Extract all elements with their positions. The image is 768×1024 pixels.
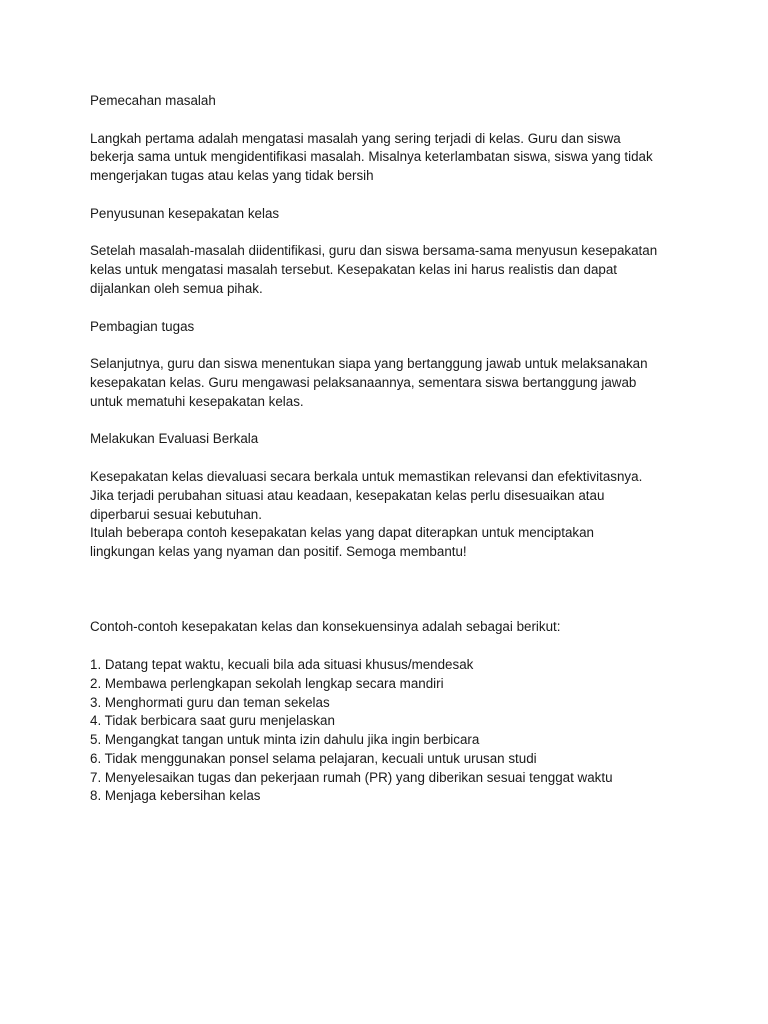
paragraph-spacer: [90, 186, 690, 205]
paragraph-line: kesepakatan kelas. Guru mengawasi pelaksanaannya, sementara siswa bertanggung jawab: [90, 374, 637, 390]
paragraph-line: Selanjutnya, guru dan siswa menentukan siapa yang bertanggung jawab untuk melaksanakan: [90, 356, 648, 372]
list-item: 6. Tidak menggunakan ponsel selama pelajaran, kecuali untuk urusan studi: [90, 750, 537, 766]
list-item: 2. Membawa perlengkapan sekolah lengkap secara mandiri: [90, 675, 444, 691]
section-paragraph-pembagian-tugas: [90, 355, 690, 411]
paragraph-spacer: [90, 224, 690, 243]
section-paragraph-penyusunan-kesepakatan: [90, 242, 690, 298]
paragraph-line: Itulah beberapa contoh kesepakatan kelas yang dapat diterapkan untuk menciptakan: [90, 525, 594, 541]
paragraph-spacer: [90, 637, 690, 656]
paragraph-line: kelas untuk mengatasi masalah tersebut. Kesepakatan kelas ini harus realistis dan dapat: [90, 262, 618, 278]
paragraph-line: lingkungan kelas yang nyaman dan positif. Semoga membantu!: [90, 544, 467, 560]
class-agreement-list: [90, 656, 690, 806]
document-page: [90, 92, 690, 806]
paragraph-line: bekerja sama untuk mengidentifikasi masalah. Misalnya keterlambatan siswa, siswa yang tidak: [90, 149, 653, 165]
section-paragraph-pemecahan-masalah: [90, 130, 690, 186]
paragraph-spacer: [90, 299, 690, 318]
paragraph-line: mengerjakan tugas atau kelas yang tidak bersih: [90, 168, 374, 184]
examples-intro: Contoh-contoh kesepakatan kelas dan konsekuensinya adalah sebagai berikut:: [90, 619, 561, 635]
section-paragraph-evaluasi-berkala: [90, 468, 690, 562]
paragraph-spacer: [90, 449, 690, 468]
paragraph-line: diperbarui sesuai kebutuhan.: [90, 506, 262, 522]
paragraph-line: dijalankan oleh semua pihak.: [90, 280, 263, 296]
section-spacer: [90, 562, 690, 618]
list-item: 3. Menghormati guru dan teman sekelas: [90, 694, 330, 710]
list-item: 4. Tidak berbicara saat guru menjelaskan: [90, 713, 335, 729]
section-heading-penyusunan-kesepakatan: Penyusunan kesepakatan kelas: [90, 205, 280, 221]
list-item: 7. Menyelesaikan tugas dan pekerjaan rumah (PR) yang diberikan sesuai tenggat waktu: [90, 769, 613, 785]
paragraph-spacer: [90, 111, 690, 130]
paragraph-line: Langkah pertama adalah mengatasi masalah yang sering terjadi di kelas. Guru dan siswa: [90, 130, 621, 146]
section-heading-pembagian-tugas: Pembagian tugas: [90, 318, 195, 334]
paragraph-spacer: [90, 412, 690, 431]
paragraph-spacer: [90, 336, 690, 355]
paragraph-line: Setelah masalah-masalah diidentifikasi, guru dan siswa bersama-sama menyusun kesepakatan: [90, 243, 658, 259]
list-item: 1. Datang tepat waktu, kecuali bila ada situasi khusus/mendesak: [90, 656, 474, 672]
list-item: 5. Mengangkat tangan untuk minta izin dahulu jika ingin berbicara: [90, 732, 480, 748]
paragraph-line: Kesepakatan kelas dievaluasi secara berkala untuk memastikan relevansi dan efektivitasnya.: [90, 468, 643, 484]
section-heading-pemecahan-masalah: Pemecahan masalah: [90, 93, 216, 108]
paragraph-line: Jika terjadi perubahan situasi atau keadaan, kesepakatan kelas perlu disesuaikan atau: [90, 487, 605, 503]
section-heading-evaluasi-berkala: Melakukan Evaluasi Berkala: [90, 431, 259, 447]
list-item: 8. Menjaga kebersihan kelas: [90, 788, 261, 804]
paragraph-line: untuk mematuhi kesepakatan kelas.: [90, 393, 304, 409]
